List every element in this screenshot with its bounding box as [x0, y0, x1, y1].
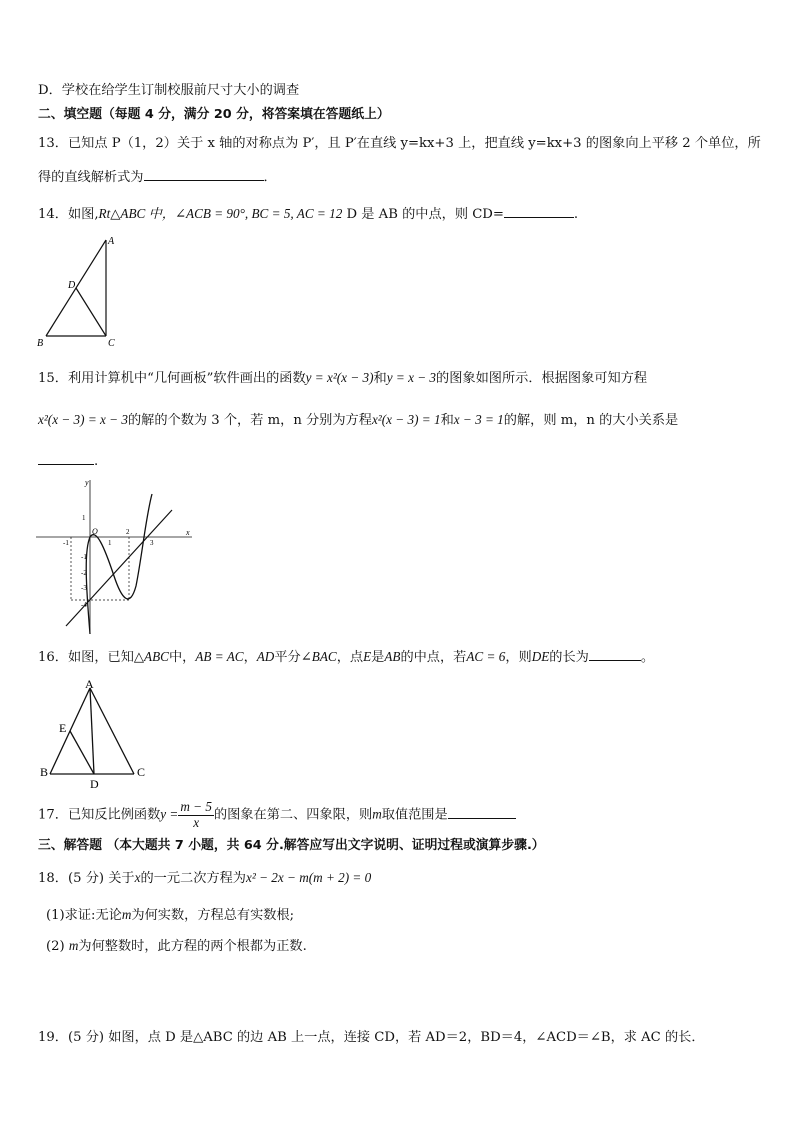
question-13-line-2	[38, 168, 277, 184]
tick-y-neg4: -4	[81, 601, 87, 609]
tick-x-neg1: -1	[63, 539, 69, 547]
q17-t1: 17．已知反比例函数	[38, 807, 161, 823]
question-15-text-c: 的图象如图所示．根据图象可知方程	[436, 371, 648, 386]
question-17	[38, 800, 516, 830]
curve-cubic	[86, 494, 152, 634]
q16-t9: 的长为	[549, 650, 589, 665]
label-origin: O	[92, 527, 98, 536]
q18-t1: 18．(5 分) 关于	[38, 871, 135, 886]
q18-p2-t2: 为何整数时，此方程的两个根都为正数.	[78, 939, 307, 954]
q18-x: x	[134, 870, 141, 885]
figure-right-triangle	[34, 232, 124, 352]
section-heading-solutions: 三、解答题 （本大题共 7 小题，共 64 分.解答应写出文字说明、证明过程或演算步骤.）	[38, 838, 545, 853]
function-1: y = x²(x − 3)	[305, 370, 374, 385]
tick-x-2: 2	[126, 528, 130, 536]
tick-x-1: 1	[108, 539, 112, 547]
question-15-line-2	[38, 413, 678, 427]
q16-e: E	[363, 649, 372, 664]
question-14	[38, 205, 578, 221]
label-c: C	[108, 338, 115, 349]
answer-blank-13[interactable]	[144, 168, 264, 181]
question-13-line-1: 13．已知点 P（1，2）关于 x 轴的对称点为 P′，且 P′在直线 y=kx+3 上，把直线 y=kx+3 的图象向上平移 2 个单位，所	[38, 136, 761, 151]
equation-1: x²(x − 3) = x − 3	[38, 412, 128, 427]
figure-isosceles-triangle	[38, 678, 158, 790]
tick-y-neg3: -3	[81, 584, 87, 592]
equation-2: x²(x − 3) = 1	[371, 412, 441, 427]
question-14-end: .	[573, 207, 579, 222]
question-15-end: .	[94, 454, 99, 469]
q16-ac: AC = 6	[466, 649, 506, 664]
label-a: A	[85, 678, 94, 691]
question-15-text-b: 和	[373, 371, 387, 386]
q16-t7: 的中点，若	[400, 650, 467, 665]
question-19: 19．(5 分) 如图，点 D 是△ABC 的边 AB 上一点，连接 CD，若 AD＝2，BD＝4，∠ACD＝∠B，求 AC 的长．	[38, 1030, 705, 1045]
q18-p2-t1: (2)	[46, 939, 69, 954]
label-d: D	[90, 777, 99, 790]
question-13-end: ．	[263, 170, 277, 185]
segment-ac	[90, 688, 134, 774]
q16-end: 。	[640, 650, 655, 665]
figure-function-graph	[36, 476, 196, 636]
option-d: D．学校在给学生订制校服前尺寸大小的调查	[38, 83, 300, 98]
q18-p1-t1: (1)求证:无论	[46, 908, 122, 923]
q18-t2: 的一元二次方程为	[140, 871, 246, 886]
label-y: y	[85, 478, 89, 487]
q16-t5: ，点	[336, 650, 364, 665]
label-d: D	[68, 280, 76, 291]
q16-ab: AB	[384, 649, 401, 664]
q17-fraction	[178, 800, 214, 830]
answer-blank-14[interactable]	[504, 205, 574, 218]
segment-ad	[90, 688, 94, 774]
q16-eq: AB = AC	[195, 649, 244, 664]
question-14-prefix: 14．如图,	[38, 207, 99, 222]
q17-t2: 的图象在第二、四象限，则	[213, 807, 373, 823]
q16-de: DE	[531, 649, 550, 664]
question-15-text-a: 15．利用计算机中“几何画板”软件画出的函数	[38, 371, 306, 386]
question-15-text-d: 的解的个数为 3 个，若 m，n 分别为方程	[127, 413, 372, 428]
tick-y-neg1: -1	[81, 553, 87, 561]
tick-y-1: 1	[82, 514, 86, 522]
q16-t3: ，	[243, 650, 257, 665]
function-2: y = x − 3	[386, 370, 437, 385]
question-18-part-1	[46, 908, 294, 922]
q16-ad: AD	[256, 649, 275, 664]
q18-p2-m: m	[68, 938, 79, 953]
question-15-line-1	[38, 371, 647, 385]
q16-t6: 是	[371, 650, 385, 665]
label-a: A	[108, 236, 115, 247]
answer-blank-15[interactable]	[38, 452, 94, 465]
q17-y: y =	[160, 806, 179, 822]
section-heading-fill-in: 二、填空题（每题 4 分，满分 20 分，将答案填在答题纸上）	[38, 107, 390, 122]
answer-blank-16[interactable]	[589, 648, 641, 661]
tick-y-neg2: -2	[81, 569, 87, 577]
label-b: B	[40, 765, 49, 779]
question-15-text-f: 的解，则 m，n 的大小关系是	[503, 413, 679, 428]
q16-tri: △ABC	[133, 649, 169, 664]
segment-de	[70, 731, 94, 774]
q16-t1: 16．如图，已知	[38, 650, 134, 665]
q17-numerator: m − 5	[180, 799, 212, 814]
q17-t3: 取值范围是	[381, 807, 448, 823]
q18-p1-t2: 为何实数，方程总有实数根;	[131, 908, 295, 923]
label-x: x	[186, 528, 190, 537]
q17-m: m	[372, 806, 382, 822]
segment-cd	[76, 288, 106, 336]
label-b: B	[37, 338, 44, 349]
tick-x-3: 3	[150, 539, 154, 547]
question-14-math: Rt△ABC 中，∠ACB = 90°, BC = 5, AC = 12	[98, 206, 343, 221]
question-14-suffix: D 是 AB 的中点，则 CD=	[342, 207, 504, 222]
label-c: C	[137, 765, 146, 779]
q16-t4: 平分	[274, 650, 301, 665]
q16-ang: ∠BAC	[300, 649, 337, 664]
q16-t8: ，则	[505, 650, 532, 665]
answer-blank-17[interactable]	[448, 806, 516, 819]
equation-3: x − 3 = 1	[453, 412, 504, 427]
q18-p1-m: m	[121, 907, 132, 922]
question-13-text: 得的直线解析式为	[38, 170, 144, 185]
q17-denominator: x	[193, 814, 200, 830]
question-15-text-e: 和	[440, 413, 454, 428]
label-e: E	[59, 721, 67, 735]
question-18	[38, 871, 371, 885]
question-15-line-3	[38, 452, 98, 468]
q16-t2: 中，	[168, 650, 196, 665]
question-18-part-2	[46, 939, 307, 953]
question-16	[38, 648, 654, 664]
q18-eq: x² − 2x − m(m + 2) = 0	[245, 870, 372, 885]
